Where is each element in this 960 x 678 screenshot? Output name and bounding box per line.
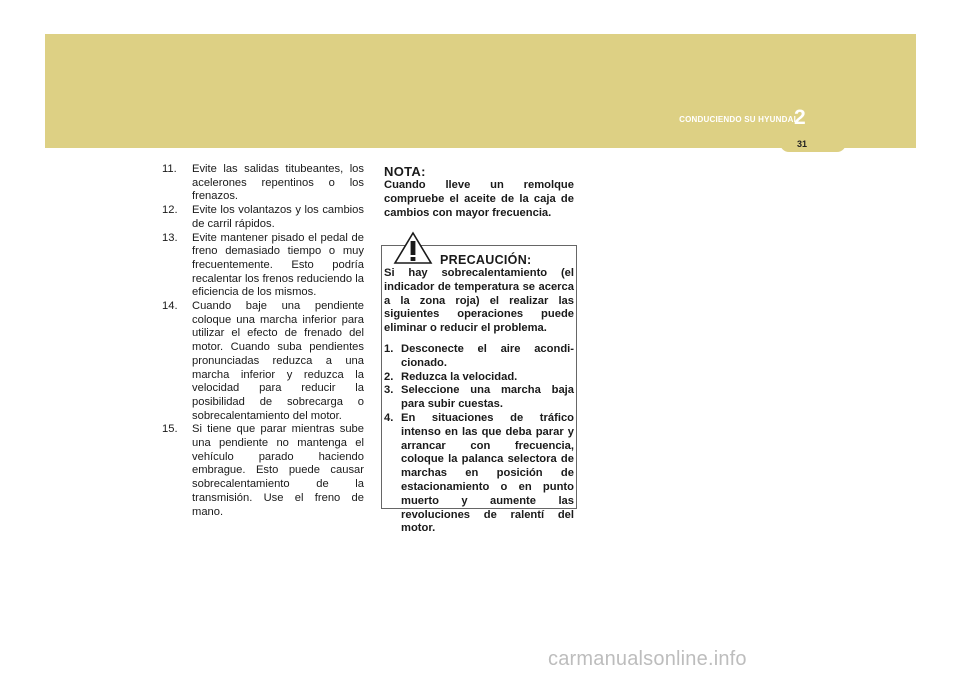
driving-tips-list <box>162 163 364 519</box>
caution-step-number: 3. <box>384 384 394 397</box>
warning-triangle-icon <box>393 231 433 265</box>
list-item-number: 14. <box>162 300 178 313</box>
caution-step <box>384 371 574 385</box>
caution-steps <box>384 343 574 536</box>
caution-step-number: 4. <box>384 411 394 424</box>
list-item-number: 13. <box>162 231 178 244</box>
caution-title: PRECAUCIÓN: <box>440 253 532 267</box>
note-title: NOTA: <box>384 164 426 179</box>
chapter-number: 2 <box>794 106 806 129</box>
list-item <box>162 232 364 301</box>
note-body: Cuando lleve un remolque compruebe el aceite de la caja de cambios con mayor frecuencia. <box>384 179 574 219</box>
caution-step <box>384 384 574 412</box>
list-item-text: Evite las salidas titubeantes, los acelerones repentinos o los frenazos. <box>192 163 364 203</box>
caution-step-text: Seleccione una marcha baja para subir cuestas. <box>401 384 574 411</box>
section-title: CONDUCIENDO SU HYUNDAI <box>679 115 796 124</box>
list-item-number: 12. <box>162 204 178 217</box>
watermark: carmanualsonline.info <box>548 648 747 670</box>
list-item-text: Evite los volantazos y los cambios de carril rápidos. <box>192 204 364 230</box>
caution-step-number: 1. <box>384 343 394 355</box>
caution-intro: Si hay sobrecalentamiento (el indicador de temperatura se acerca a la zona roja) el realizar las siguientes operaciones puede eliminar o reducir el problema. <box>384 267 574 335</box>
header-band <box>45 34 916 148</box>
caution-step-text: Desconecte el aire acondi- cionado. <box>401 343 574 369</box>
caution-step <box>384 412 574 536</box>
list-item-number: 15. <box>162 423 178 436</box>
list-item-text: Si tiene que parar mientras sube una pendiente no mantenga el vehículo parado haciendo embrague. Esto puede causar sobrecalentamiento de la transmisión. Use el freno de mano. <box>192 423 364 518</box>
list-item-text: Cuando baje una pendiente coloque una marcha inferior para utilizar el efecto de frenado del motor. Cuando suba pendientes pronunciadas reduzca a una marcha inferior y reduzca la velocidad para reducir la posibilidad de sobrecarga o sobrecalentamiento del motor. <box>192 300 364 422</box>
caution-step-number: 2. <box>384 370 394 383</box>
list-item <box>162 204 364 231</box>
list-item <box>162 300 364 423</box>
caution-step-text: En situaciones de tráfico intenso en las que deba parar y arrancar con frecuencia, coloque la palanca selectora de marchas en posición de estacionamiento o en punto muerto y aumente las revoluciones de ralentí del motor. <box>401 411 574 535</box>
list-item <box>162 163 364 204</box>
page-number: 31 <box>796 139 807 149</box>
list-item-text: Evite mantener pisado el pedal de freno demasiado tiempo o muy frecuentemente. Esto podría recalentar los frenos reduciendo la eficiencia de los mismos. <box>192 231 364 299</box>
caution-step-text: Reduzca la velocidad. <box>401 370 518 383</box>
caution-step <box>384 343 574 371</box>
list-item <box>162 423 364 519</box>
note-block <box>384 164 574 220</box>
list-item-number: 11. <box>162 163 177 175</box>
